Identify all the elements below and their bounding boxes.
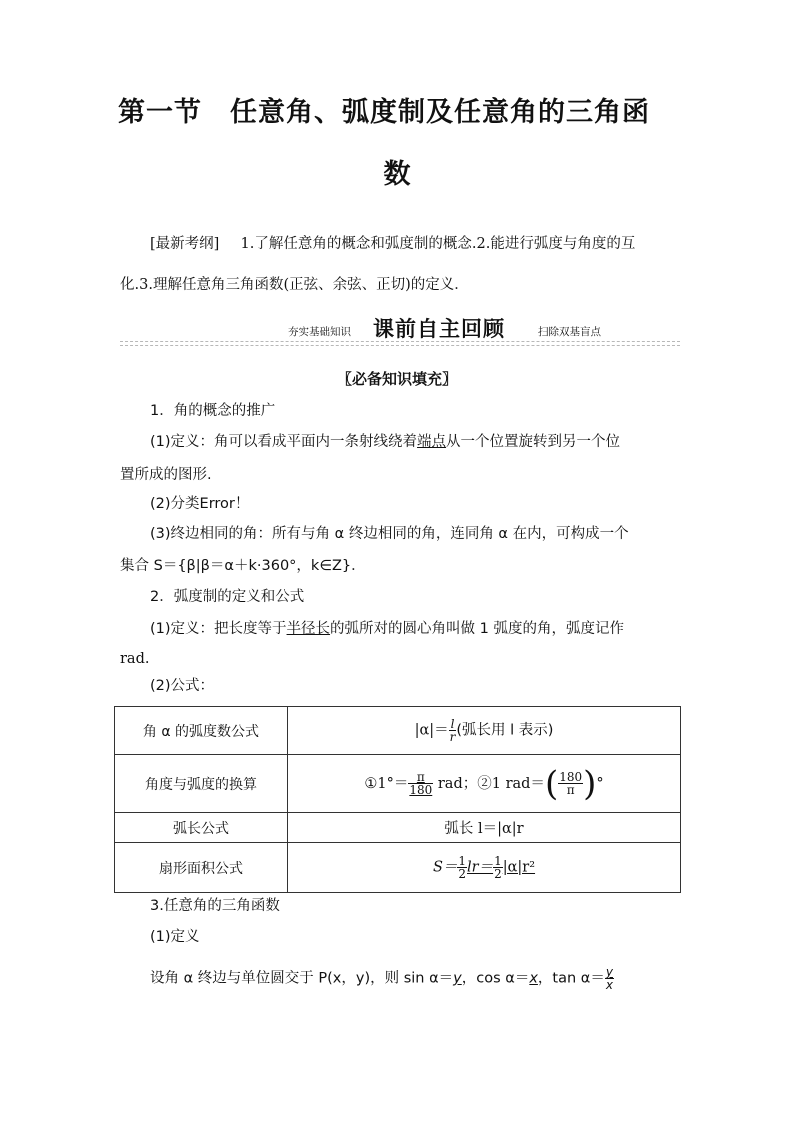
banner-right-text: 扫除双基盲点 [538,326,601,338]
banner-title: 课前自主回顾 [373,317,505,341]
s3-def: (1)定义 [150,929,200,945]
area-mid: lr＝ [467,859,494,876]
s2-def-line2: rad. [120,651,150,667]
table-value [288,843,681,893]
table-key: 角度与弧度的换算 [115,755,288,813]
s3-text-c: ，tan α＝ [537,970,605,987]
table-value [288,707,681,755]
s3-text-a: 设角 α 终边与单位圆交于 P(x，y)，则 sin α＝ [150,970,454,987]
left-paren: ( [544,763,559,804]
s1-classify: (2)分类Error！ [150,496,250,512]
radian-formula-lhs: |α|＝ [414,722,449,739]
banner-rule [120,341,680,342]
table-key: 扇形面积公式 [115,843,288,893]
s2-def-line1 [150,619,624,639]
area-rhs: |α|r² [502,859,536,876]
s1-def-text-a: (1)定义：角可以看成平面内一条射线绕着 [150,434,418,450]
s2-heading: 2．弧度制的定义和公式 [150,589,305,605]
s1-def-blank: 端点 [417,434,447,450]
syllabus-text-1: 1.了解任意角的概念和弧度制的概念.2.能进行弧度与角度的互 [240,236,636,252]
fraction: $\frac{180}{\pi}$ [559,770,583,797]
formula-table [114,706,681,893]
table-row [115,843,681,893]
table-value: 弧长 l＝|α|r [288,813,681,843]
page-title-continued: 数 [383,159,411,190]
table-row [115,707,681,755]
syllabus-line-1 [150,234,635,254]
banner-left-text: 夯实基础知识 [288,326,351,338]
section-heading: 〖必备知识填充〗 [336,370,457,388]
table-row [115,755,681,813]
right-paren: ) [583,763,597,804]
conversion-1: ①1°＝ [364,775,409,792]
fraction: $\frac{1}{2}$ [494,854,502,881]
area-lhs: S＝ [432,859,458,876]
s2-def-text-b: 的弧所对的圆心角叫做 1 弧度的角，弧度记作 [330,621,624,637]
fraction: $\frac{\pi}{180}$ [409,770,433,797]
table-row [115,813,681,843]
s3-text-b: ，cos α＝ [461,970,530,987]
syllabus-label: [最新考纲] [150,236,220,252]
s1-def-line1 [150,432,620,452]
cos-blank: x [529,970,538,987]
fraction: $\frac{1}{2}$ [458,854,467,881]
page-title: 第一节 任意角、弧度制及任意角的三角函 [118,97,650,128]
s2-def-text-a: (1)定义：把长度等于 [150,621,287,637]
s1-coterminal-line1: (3)终边相同的角：所有与角 α 终边相同的角，连同角 α 在内，可构成一个 [150,526,629,542]
table-key: 角 α 的弧度数公式 [115,707,288,755]
sin-blank: y [453,970,462,987]
s1-def-line2: 置所成的图形. [120,467,212,483]
degree-sign: ° [596,775,604,792]
table-value [288,755,681,813]
s3-trig-definition [150,966,614,991]
s1-coterminal-line2: 集合 S＝{β|β＝α＋k·360°，k∈Z}． [120,558,366,574]
conversion-2: rad；②1 rad＝ [433,775,545,792]
table-key: 弧长公式 [115,813,288,843]
tan-fraction: $\frac{y}{x}$ [605,965,613,992]
section-banner [120,310,680,350]
s1-def-text-b: 从一个位置旋转到另一个位 [446,434,621,450]
syllabus-line-2: 化.3.理解任意角三角函数(正弦、余弦、正切)的定义． [120,277,469,293]
fraction: $\frac{l}{r}$ [449,717,456,744]
radian-formula-note: (弧长用 l 表示) [456,722,554,739]
banner-rule-2 [120,345,680,346]
s3-heading: 3.任意角的三角函数 [150,898,280,914]
s1-heading: 1．角的概念的推广 [150,403,276,419]
s2-formula-label: (2)公式： [150,678,215,694]
s2-def-blank: 半径长 [286,621,331,637]
